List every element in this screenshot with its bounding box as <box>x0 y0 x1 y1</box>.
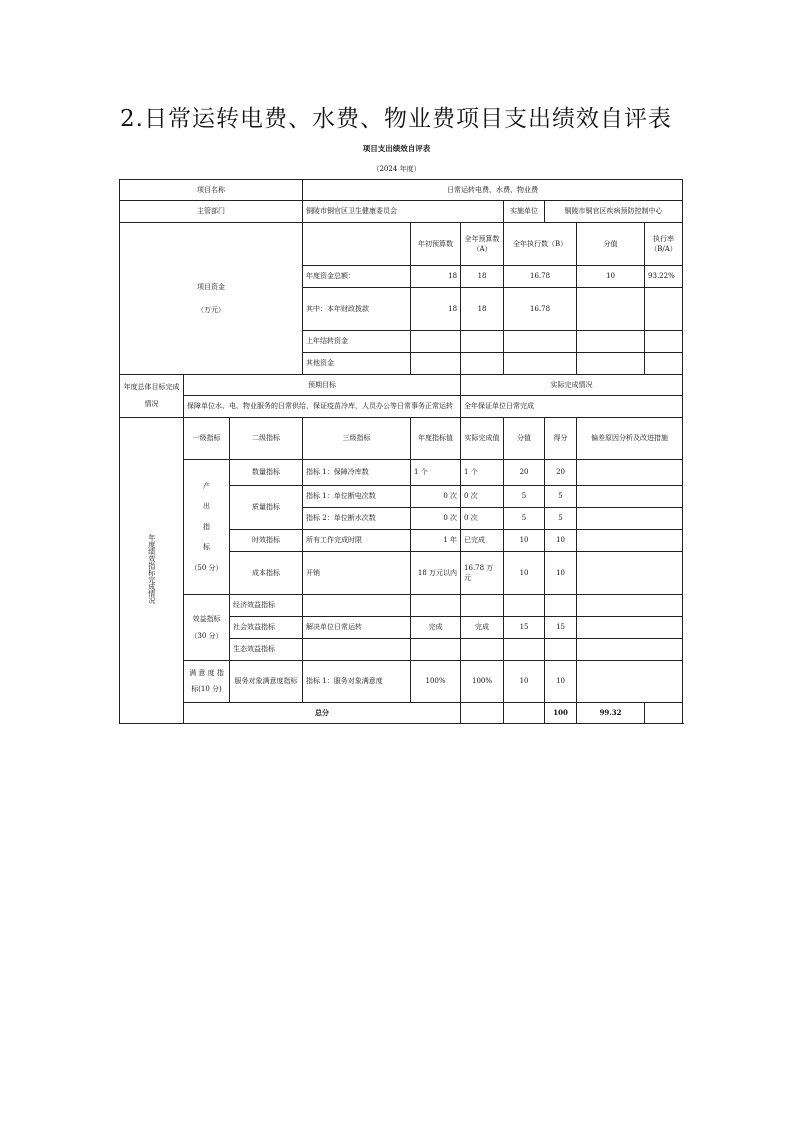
executed-header: 全年执行数（B） <box>504 223 577 266</box>
score-cell: 10 <box>504 661 545 703</box>
score-cell: 10 <box>504 530 545 552</box>
dept-label: 主管部门 <box>120 201 303 223</box>
project-name-value: 日常运转电费、水费、物业费 <box>303 180 683 201</box>
total-blank <box>645 703 683 724</box>
total-blank <box>504 703 545 724</box>
actual-cell: 16.78 万元 <box>461 552 504 595</box>
level3-cell: 解决单位日常运转 <box>303 617 411 639</box>
actual-cell: 100% <box>461 661 504 703</box>
level3-cell <box>303 595 411 617</box>
reason-cell <box>577 508 683 530</box>
expected-goal-value: 保障单位水、电、物业服务的日常供给，保证疫苗冷库，人员办公等日常事务正常运转 <box>184 396 461 418</box>
actual-cell <box>461 595 504 617</box>
funds-executed: 16.78 <box>504 288 577 331</box>
funds-initial <box>411 353 461 375</box>
initial-budget-header: 年初预算数 <box>411 223 461 266</box>
target-cell <box>411 595 461 617</box>
level3-cell <box>303 639 411 661</box>
indicators-side-label: 年度绩效指标完成情况 <box>120 418 184 724</box>
got-cell: 20 <box>545 460 577 486</box>
goals-label: 年度总体目标完成情况 <box>120 375 184 418</box>
total-score: 100 <box>545 703 577 724</box>
goals-header-row <box>120 375 683 396</box>
got-cell: 5 <box>545 486 577 508</box>
rate-header: 执行率（B/A） <box>645 223 683 266</box>
score-cell: 10 <box>504 552 545 595</box>
actual-cell: 0 次 <box>461 486 504 508</box>
funds-rate: 93.22% <box>645 266 683 288</box>
funds-header-row <box>120 223 683 266</box>
reason-cell <box>577 530 683 552</box>
got-cell: 5 <box>545 508 577 530</box>
total-blank <box>461 703 504 724</box>
level3-cell: 指标 1：服务对象满意度 <box>303 661 411 703</box>
funds-executed <box>504 331 577 353</box>
score-cell: 20 <box>504 460 545 486</box>
got-cell: 10 <box>545 552 577 595</box>
impl-label: 实施单位 <box>504 201 545 223</box>
level3-cell: 指标 1：单位断电次数 <box>303 486 411 508</box>
funds-rate <box>645 288 683 331</box>
output-group-label: 产 出 指 标 （50 分） <box>184 460 230 595</box>
expected-goal-label: 预期目标 <box>184 375 461 396</box>
reason-cell <box>577 617 683 639</box>
goals-value-row <box>120 396 683 418</box>
funds-label: 项目资金 （万元） <box>120 223 303 375</box>
level2-cell: 生态效益指标 <box>230 639 303 661</box>
target-cell: 1 个 <box>411 460 461 486</box>
funds-row-label: 其他资金 <box>303 353 411 375</box>
level2-cell: 社会效益指标 <box>230 617 303 639</box>
target-cell: 完成 <box>411 617 461 639</box>
actual-cell: 1 个 <box>461 460 504 486</box>
reason-cell <box>577 552 683 595</box>
reason-cell <box>577 460 683 486</box>
indicator-row <box>120 595 683 617</box>
score-cell: 5 <box>504 486 545 508</box>
benefit-group-label: 效益指标 （30 分） <box>184 595 230 661</box>
impl-value: 铜陵市铜官区疾病预防控制中心 <box>545 201 683 223</box>
annual-budget-header: 全年预算数 （A） <box>461 223 504 266</box>
target-cell: 100% <box>411 661 461 703</box>
level2-cell: 质量指标 <box>230 486 303 530</box>
reason-cell <box>577 639 683 661</box>
actual-cell: 0 次 <box>461 508 504 530</box>
level3-cell: 开销 <box>303 552 411 595</box>
reason-cell <box>577 661 683 703</box>
funds-score <box>577 288 645 331</box>
funds-row-label: 年度资金总额： <box>303 266 411 288</box>
dept-value: 铜陵市铜官区卫生健康委员会 <box>303 201 504 223</box>
level2-cell: 经济效益指标 <box>230 595 303 617</box>
funds-header-blank <box>303 223 411 266</box>
funds-score <box>577 353 645 375</box>
level2-cell: 成本指标 <box>230 552 303 595</box>
actual-goal-value: 全年保证单位日常完成 <box>461 396 683 418</box>
got-cell: 15 <box>545 617 577 639</box>
actual-cell: 完成 <box>461 617 504 639</box>
department-row <box>120 201 683 223</box>
score-header: 分值 <box>504 418 545 460</box>
target-cell: 0 次 <box>411 508 461 530</box>
indicators-header-row <box>120 418 683 460</box>
funds-executed: 16.78 <box>504 266 577 288</box>
got-header: 得分 <box>545 418 577 460</box>
level3-cell: 指标 1：保障冷库数 <box>303 460 411 486</box>
target-cell: 1 年 <box>411 530 461 552</box>
funds-row-label: 其中：本年财政拨款 <box>303 288 411 331</box>
got-cell: 10 <box>545 661 577 703</box>
target-cell: 18 万元以内 <box>411 552 461 595</box>
level3-cell: 指标 2：单位断水次数 <box>303 508 411 530</box>
funds-row-label: 上年结转资金 <box>303 331 411 353</box>
satisfaction-group-label: 满 意 度 指 标(10 分) <box>184 661 230 703</box>
level2-cell: 数量指标 <box>230 460 303 486</box>
section-heading: 2.日常运转电费、水费、物业费项目支出绩效自评表 <box>120 106 672 132</box>
project-name-row <box>120 180 683 201</box>
got-cell <box>545 639 577 661</box>
project-name-label: 项目名称 <box>120 180 303 201</box>
funds-rate <box>645 353 683 375</box>
actual-header: 实际完成值 <box>461 418 504 460</box>
target-header: 年度指标值 <box>411 418 461 460</box>
score-header: 分值 <box>577 223 645 266</box>
funds-annual <box>461 353 504 375</box>
score-cell: 5 <box>504 508 545 530</box>
total-got: 99.32 <box>577 703 645 724</box>
level2-header: 二级指标 <box>230 418 303 460</box>
funds-score: 10 <box>577 266 645 288</box>
funds-annual <box>461 331 504 353</box>
funds-executed <box>504 353 577 375</box>
level1-header: 一级指标 <box>184 418 230 460</box>
actual-cell: 已完成 <box>461 530 504 552</box>
score-cell <box>504 595 545 617</box>
reason-header: 偏差原因分析及改进措施 <box>577 418 683 460</box>
indicator-row <box>120 661 683 703</box>
actual-goal-label: 实际完成情况 <box>461 375 683 396</box>
funds-annual: 18 <box>461 266 504 288</box>
funds-initial: 18 <box>411 288 461 331</box>
total-label: 总分 <box>184 703 461 724</box>
indicator-row <box>120 460 683 486</box>
reason-cell <box>577 595 683 617</box>
score-cell <box>504 639 545 661</box>
target-cell <box>411 639 461 661</box>
reason-cell <box>577 486 683 508</box>
total-row <box>120 703 683 724</box>
table-title: 项目支出绩效自评表 <box>362 144 431 153</box>
got-cell: 10 <box>545 530 577 552</box>
level2-cell: 服务对象满意度指标 <box>230 661 303 703</box>
funds-score <box>577 331 645 353</box>
funds-initial: 18 <box>411 266 461 288</box>
score-cell: 15 <box>504 617 545 639</box>
target-cell: 0 次 <box>411 486 461 508</box>
level3-cell: 所有工作完成时限 <box>303 530 411 552</box>
funds-initial <box>411 331 461 353</box>
level3-header: 三级指标 <box>303 418 411 460</box>
table-year: （2024 年度） <box>372 165 421 173</box>
actual-cell <box>461 639 504 661</box>
got-cell <box>545 595 577 617</box>
funds-rate <box>645 331 683 353</box>
funds-annual: 18 <box>461 288 504 331</box>
performance-table <box>119 179 683 724</box>
level2-cell: 时效指标 <box>230 530 303 552</box>
